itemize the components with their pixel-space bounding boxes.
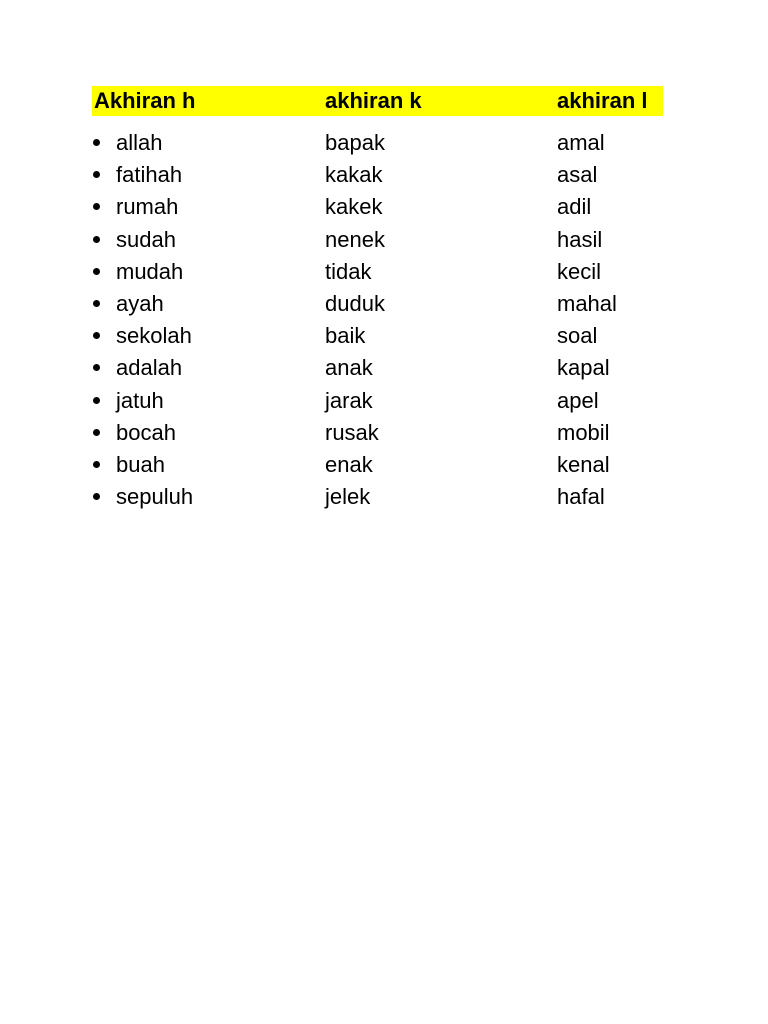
word-akhiran-k: nenek <box>325 226 385 252</box>
bullet-icon <box>93 364 100 371</box>
bullet-icon <box>93 332 100 339</box>
word-akhiran-h: mudah <box>116 258 184 284</box>
word-akhiran-k: rusak <box>325 419 379 445</box>
bullet-icon <box>93 171 100 178</box>
word-akhiran-l: mobil <box>557 419 610 445</box>
word-akhiran-k: anak <box>325 355 373 381</box>
bullet-icon <box>93 268 100 275</box>
header-akhiran-l: akhiran l <box>557 88 648 113</box>
list-item <box>92 481 692 513</box>
list-item <box>92 449 692 481</box>
list-item <box>92 159 692 191</box>
header-akhiran-k: akhiran k <box>325 88 422 113</box>
word-list <box>92 127 692 513</box>
word-akhiran-h: sudah <box>116 226 176 252</box>
word-akhiran-h: allah <box>116 130 163 155</box>
list-item <box>92 385 692 417</box>
word-akhiran-l: asal <box>557 162 598 188</box>
list-item <box>92 288 692 320</box>
bullet-icon <box>93 429 100 436</box>
word-akhiran-k: duduk <box>325 290 385 316</box>
bullet-icon <box>93 397 100 404</box>
word-akhiran-h: ayah <box>116 290 164 316</box>
word-akhiran-h: rumah <box>116 194 179 220</box>
bullet-icon <box>93 203 100 210</box>
bullet-icon <box>93 300 100 307</box>
word-akhiran-k: tidak <box>325 258 372 284</box>
word-akhiran-h: sepuluh <box>116 484 194 510</box>
bullet-icon <box>93 461 100 468</box>
word-akhiran-l: kecil <box>557 258 602 284</box>
word-akhiran-k: enak <box>325 451 373 477</box>
word-akhiran-k: kakek <box>325 194 383 220</box>
word-akhiran-k: jarak <box>325 387 373 413</box>
list-item <box>92 256 692 288</box>
word-akhiran-l: adil <box>557 194 592 220</box>
word-akhiran-k: jelek <box>325 484 371 510</box>
list-item <box>92 191 692 223</box>
bullet-icon <box>93 493 100 500</box>
bullet-icon <box>93 139 100 146</box>
header-highlight-row <box>92 86 663 116</box>
word-akhiran-k: kakak <box>325 162 383 188</box>
word-akhiran-l: kapal <box>557 355 610 381</box>
word-akhiran-h: buah <box>116 451 165 477</box>
header-akhiran-h: Akhiran h <box>94 88 196 113</box>
word-akhiran-l: kenal <box>557 451 610 477</box>
list-item <box>92 352 692 384</box>
word-akhiran-l: soal <box>557 323 598 349</box>
word-akhiran-k: bapak <box>325 130 385 155</box>
bullet-icon <box>93 236 100 243</box>
list-item <box>92 224 692 256</box>
word-akhiran-l: mahal <box>557 290 617 316</box>
word-akhiran-h: sekolah <box>116 323 192 349</box>
word-akhiran-l: hasil <box>557 226 603 252</box>
word-akhiran-h: fatihah <box>116 162 183 188</box>
word-akhiran-h: adalah <box>116 355 183 381</box>
list-item <box>92 127 692 159</box>
word-akhiran-h: jatuh <box>116 387 164 413</box>
word-akhiran-k: baik <box>325 323 366 349</box>
word-akhiran-l: hafal <box>557 484 605 510</box>
word-akhiran-h: bocah <box>116 419 176 445</box>
word-akhiran-l: apel <box>557 387 599 413</box>
list-item <box>92 417 692 449</box>
list-item <box>92 320 692 352</box>
word-akhiran-l: amal <box>557 130 605 155</box>
